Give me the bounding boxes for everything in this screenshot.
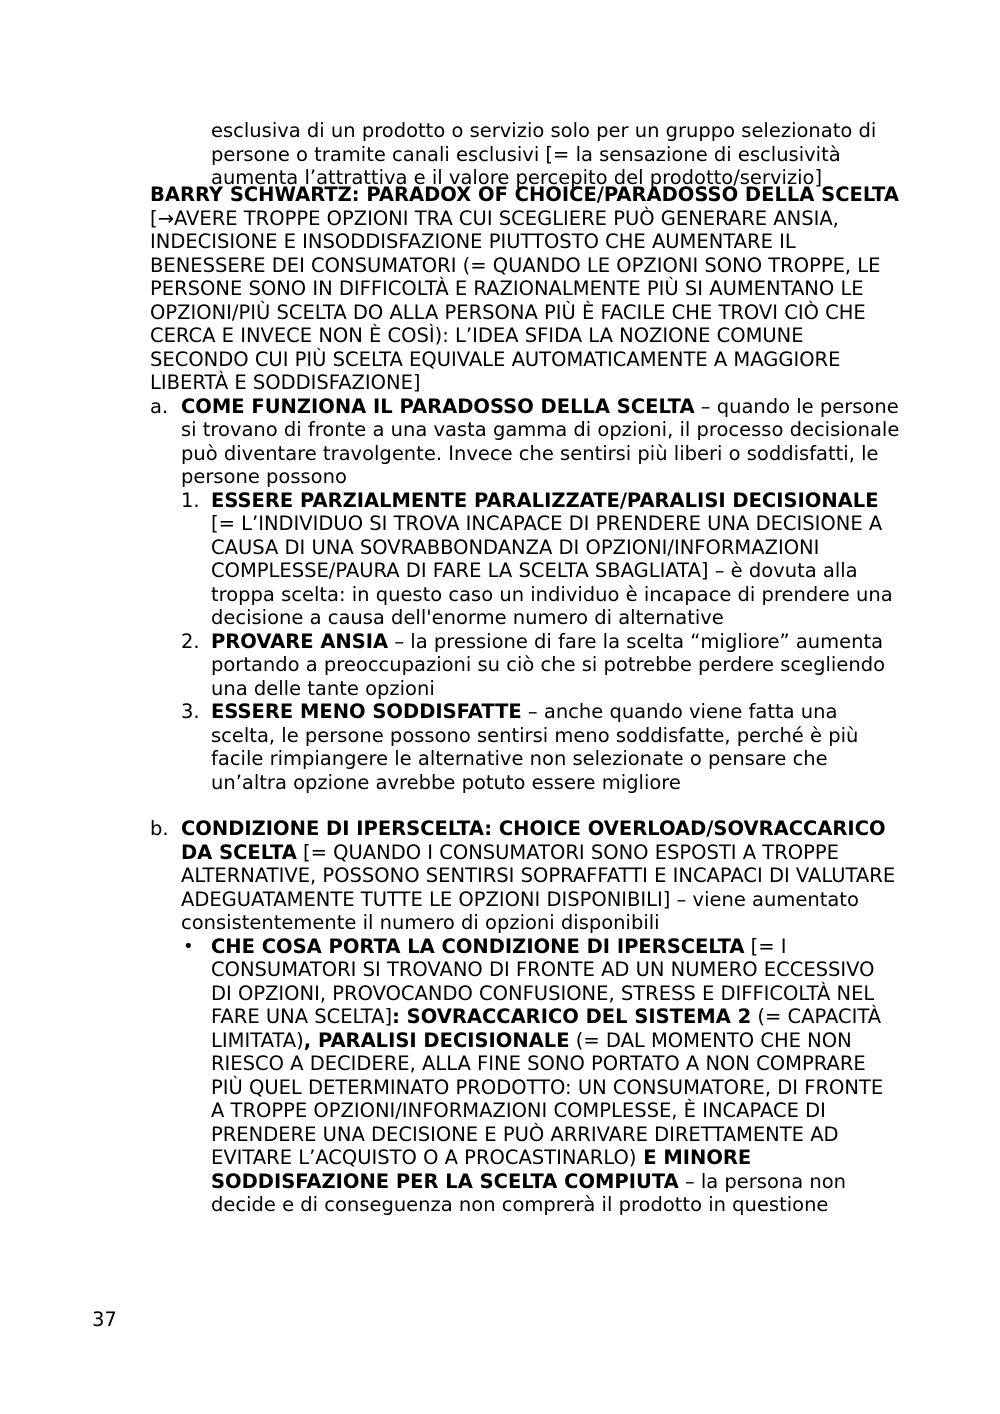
list-item-bullet: [150, 935, 900, 1217]
bullet-text-1: [= I CONSUMATORI SI TROVANO DI FRONTE AD UN NUMERO ECCESSIVO DI OPZIONI, PROVOCANDO CONFUSIONE, STRESS E DIFFICOLTÀ NEL FARE UNA SCELTA]: [211, 934, 875, 1028]
list-item-3: [150, 700, 900, 794]
bullet-title: CHE COSA PORTA LA CONDIZIONE DI IPERSCELTA: [211, 934, 745, 958]
list-marker-a: a.: [150, 394, 169, 418]
section-heading: BARRY SCHWARTZ: PARADOX OF CHOICE/PARADOSSO DELLA SCELTA: [150, 183, 899, 206]
main-section: [150, 183, 900, 1217]
item-1-title: ESSERE PARZIALMENTE PARALIZZATE/PARALISI DECISIONALE: [211, 488, 879, 512]
item-3-title: ESSERE MENO SODDISFATTE: [211, 700, 522, 723]
item-3-text: – anche quando viene fatta una scelta, le persone possono sentirsi meno soddisfatte, perché è più facile rimpiangere le alternative non selezionate o pensare che un’altra opzione avrebbe potuto essere migliore: [211, 700, 859, 794]
bullet-text-3: (= DAL MOMENTO CHE NON RIESCO A DECIDERE, ALLA FINE SONO PORTATO A NON COMPRARE PIÙ QUEL DETERMINATO PRODOTTO: UN CONSUMATORE, DI FRONTE A TROPPE OPZIONI/INFORMAZIONI COMPLESSE, È INCAPACE DI PRENDERE UNA DECISIONE E PUÒ ARRIVARE DIRETTAMENTE AD EVITARE L’ACQUISTO O A PROCASTINARLO): [211, 1028, 884, 1169]
list-marker-2: 2.: [181, 629, 200, 653]
bullet-bold-2: : SOVRACCARICO DEL SISTEMA 2: [392, 1005, 752, 1028]
list-item-b: [150, 817, 900, 935]
section-intro-text: [→AVERE TROPPE OPZIONI TRA CUI SCEGLIERE PUÒ GENERARE ANSIA, INDECISIONE E INSODDISFAZIONE PIUTTOSTO CHE AUMENTARE IL BENESSERE DEI CONSUMATORI (= QUANDO LE OPZIONI SONO TROPPE, LE PERSONE SONO IN DIFFICOLTÀ E RAZIONALMENTE PIÙ SI AUMENTANO LE OPZIONI/PIÙ SCELTA DO ALLA PERSONA PIÙ È FACILE CHE TROVI CIÒ CHE CERCA E INVECE NON È COSÌ): L’IDEA SFIDA LA NOZIONE COMUNE SECONDO CUI PIÙ SCELTA EQUIVALE AUTOMATICAMENTE A MAGGIORE LIBERTÀ E SODDISFAZIONE]: [150, 206, 881, 394]
list-marker-b: b.: [150, 817, 169, 840]
section-intro: [150, 183, 900, 395]
page-number: 37: [92, 1308, 117, 1331]
bullet-text-2: (= CAPACITÀ LIMITATA): [211, 1005, 882, 1052]
item-b-title: CONDIZIONE DI IPERSCELTA: CHOICE OVERLOAD/SOVRACCARICO DA SCELTA: [181, 817, 886, 864]
list-marker-3: 3.: [181, 700, 200, 723]
item-2-text: – la pressione di fare la scelta “migliore” aumenta portando a preoccupazioni su ciò che si potrebbe perdere scegliendo una delle tante opzioni: [211, 629, 886, 700]
item-2-title: PROVARE ANSIA: [211, 629, 389, 653]
bullet-bold-3: , PARALISI DECISIONALE: [303, 1028, 570, 1052]
continuation-paragraph: esclusiva di un prodotto o servizio solo per un gruppo selezionato di persone o tramite canali esclusivi [= la sensazione di esclusività aumenta l’attrattiva e il valore percepito del prodotto/servizio]: [211, 119, 877, 189]
bullet-bold-4: E MINORE SODDISFAZIONE PER LA SCELTA COMPIUTA: [211, 1146, 752, 1193]
list-item-a: [150, 395, 900, 489]
item-a-title: COME FUNZIONA IL PARADOSSO DELLA SCELTA: [181, 394, 695, 418]
list-marker-1: 1.: [181, 488, 200, 512]
item-a-text: – quando le persone si trovano di fronte a una vasta gamma di opzioni, il processo decisionale può diventare travolgente. Invece che sentirsi più liberi o soddisfatti, le persone possono: [181, 394, 900, 488]
list-item-2: [150, 630, 900, 701]
item-b-text: [= QUANDO I CONSUMATORI SONO ESPOSTI A TROPPE ALTERNATIVE, POSSONO SENTIRSI SOPRAFFATTI E INCAPACI DI VALUTARE ADEGUATAMENTE TUTTE LE OPZIONI DISPONIBILI] – viene aumentato consistentemente il numero di opzioni disponibili: [181, 840, 896, 934]
list-item-1: [150, 489, 900, 630]
bullet-icon: •: [183, 935, 194, 957]
paragraph-spacer: [150, 794, 900, 817]
bullet-text-4: – la persona non decide e di conseguenza non comprerà il prodotto in questione: [211, 1169, 847, 1216]
item-1-text: [= L’INDIVIDUO SI TROVA INCAPACE DI PRENDERE UNA DECISIONE A CAUSA DI UNA SOVRABBONDANZA DI OPZIONI/INFORMAZIONI COMPLESSE/PAURA DI FARE LA SCELTA SBAGLIATA] – è dovuta alla troppa scelta: in questo caso un individuo è incapace di prendere una decisione a causa dell'enorme numero di alternative: [211, 512, 893, 629]
